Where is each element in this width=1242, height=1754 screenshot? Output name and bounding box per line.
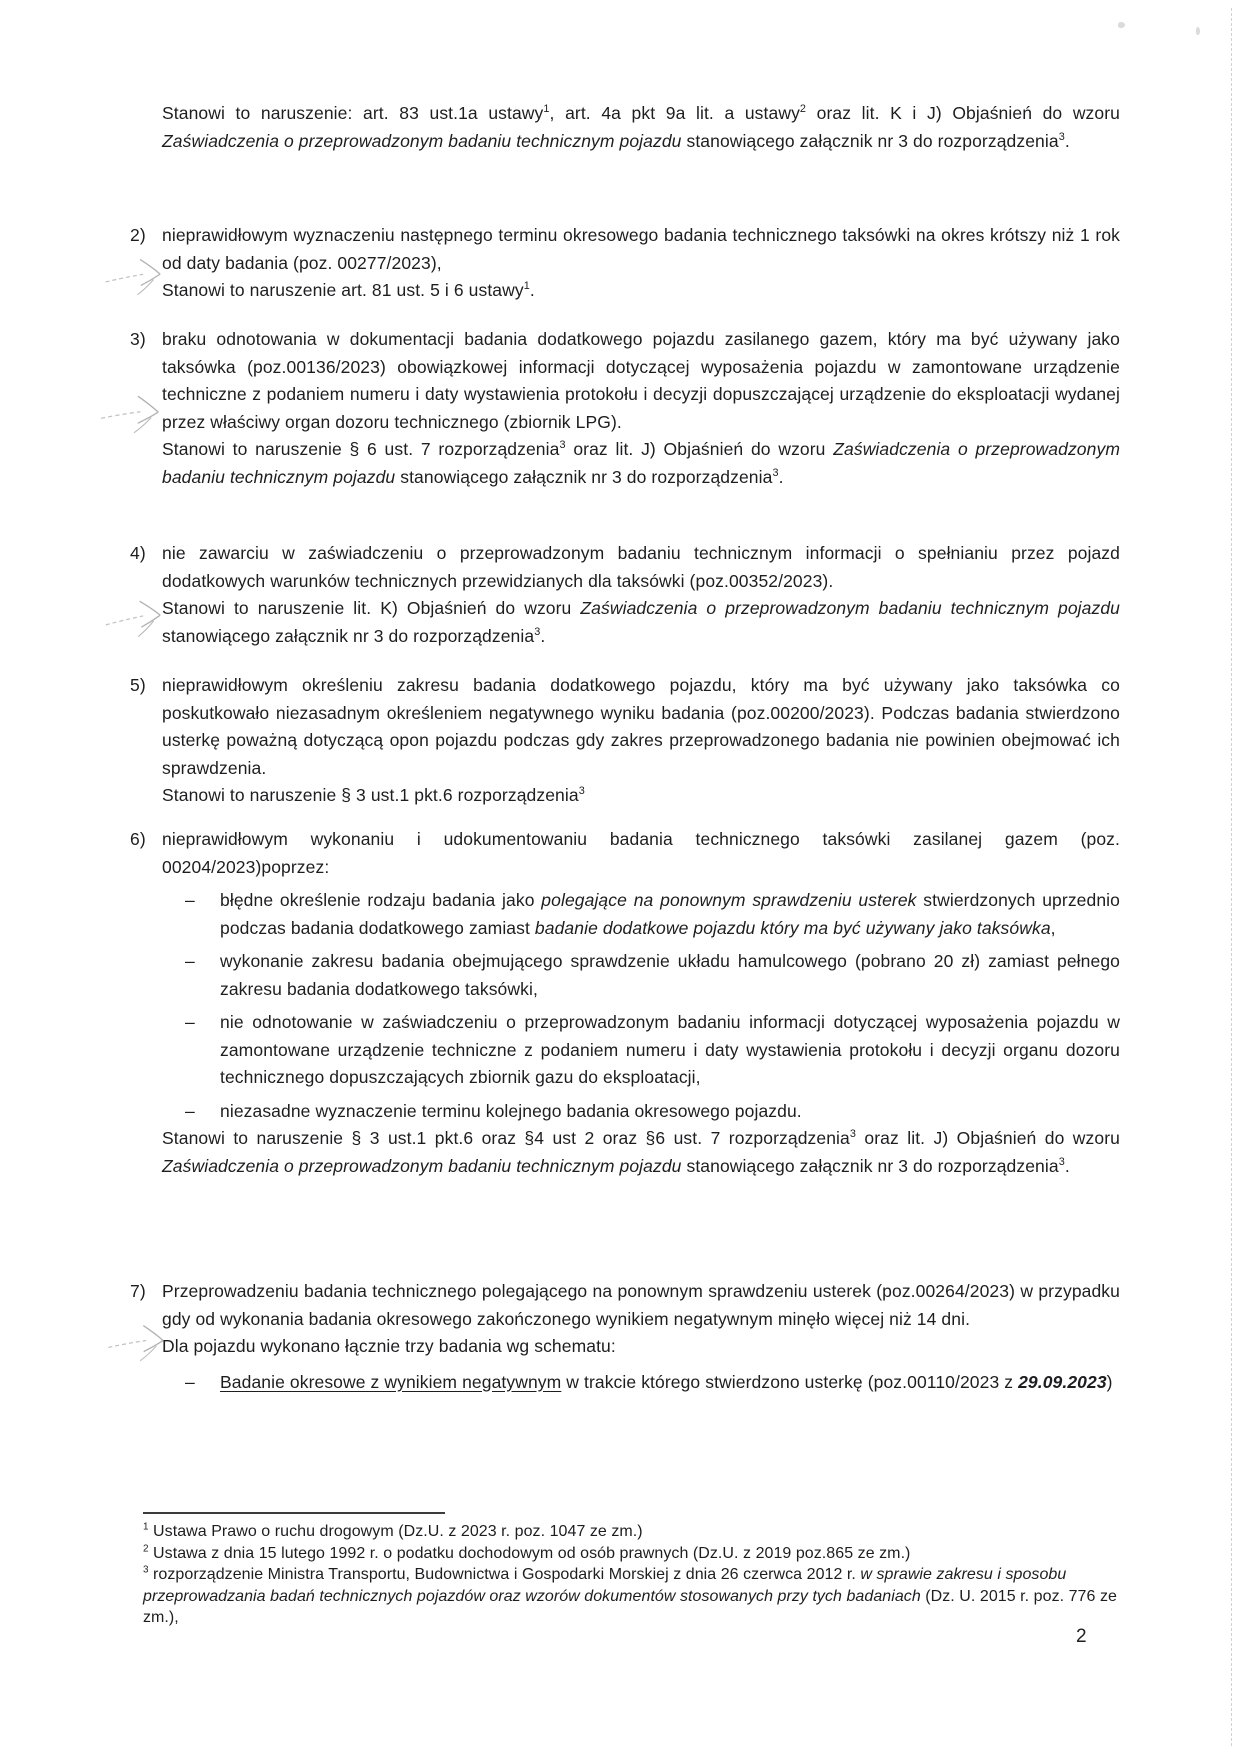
- paragraph: Stanowi to naruszenie § 3 ust.1 pkt.6 oraz §4 ust 2 oraz §6 ust. 7 rozporządzenia$^3$ oraz lit. J) Objaśnień do wzoru Zaświadczenia o przeprowadzonym badaniu technicznym pojazdu stanowiącego załącznik nr 3 do rozporządzenia$^3$.: [162, 1128, 1120, 1176]
- intro-paragraph: Stanowi to naruszenie: art. 83 ust.1a ustawy$^1$, art. 4a pkt 9a lit. a ustawy$^2$ oraz lit. K i J) Objaśnień do wzoru Zaświadczenia o przeprowadzonym badaniu technicznym pojazdu stanowiącego załącznik nr 3 do rozporządzenia$^3$.: [162, 103, 1121, 151]
- paragraph: braku odnotowania w dokumentacji badania dodatkowego pojazdu zasilanego gazem, który ma być używany jako taksówka (poz.00136/2023) obowiązkowej informacji dotyczącej wyposażenia pojazdu w zamontowane urządzenie techniczne z podaniem numeru i daty wystawienia protokołu i decyzji dopuszczającej urządzenie do eksploatacji wydanej przez właściwy organ dozoru technicznego (zbiornik LPG).: [162, 329, 1120, 432]
- scan-speck: [1118, 22, 1125, 28]
- scan-artifact-line: [1231, 8, 1232, 1746]
- footnote-1: $^1$ Ustawa Prawo o ruchu drogowym (Dz.U. z 2023 r. poz. 1047 ze zm.): [143, 1521, 643, 1540]
- paragraph: błędne określenie rodzaju badania jako polegające na ponownym sprawdzeniu usterek stwierdzonych uprzednio podczas badania dodatkowego zamiast badanie dodatkowe pojazdu który ma być używany jako taksówka,: [220, 890, 1120, 938]
- paragraph: wykonanie zakresu badania obejmującego sprawdzenie układu hamulcowego (pobrano 20 zł) zamiast pełnego zakresu badania dodatkowego taksówki,: [220, 951, 1120, 999]
- sub-list-item: [185, 1009, 1120, 1092]
- footnotes: [143, 1521, 1118, 1629]
- margin-arrow-annotation: [101, 248, 164, 298]
- footnote-3: $^3$ rozporządzenie Ministra Transportu, Budownictwa i Gospodarki Morskiej z dnia 26 czerwca 2012 r. w sprawie zakresu i sposobu przeprowadzania badań technicznych pojazdów oraz wzorów dokumentów stosowanych przy tych badaniach (Dz. U. 2015 r. poz. 776 ze zm.),: [143, 1564, 1117, 1626]
- list-item-number: 5): [130, 675, 146, 695]
- sub-list-item: [185, 1369, 1120, 1397]
- list-item-7: [130, 1278, 1120, 1396]
- list-item-number: 2): [130, 225, 146, 245]
- paragraph: nieprawidłowym określeniu zakresu badania dodatkowego pojazdu, który ma być używany jako taksówka co poskutkowało niezasadnym określeniem negatywnego wyniku badania (poz.00200/2023). Podczas badania stwierdzono usterkę poważną dotyczącą opon pojazdu podczas gdy zakres przeprowadzonego badania nie powinien obejmować ich sprawdzenia.: [162, 675, 1120, 778]
- paragraph: Przeprowadzeniu badania technicznego polegającego na ponownym sprawdzeniu usterek (poz.00264/2023) w przypadku gdy od wykonania badania okresowego zakończonego wynikiem negatywnym minęło więcej niż 14 dni.: [162, 1281, 1120, 1329]
- dash-bullet: –: [185, 1012, 195, 1032]
- dash-bullet: –: [185, 951, 195, 971]
- sub-list-item: [185, 887, 1120, 942]
- margin-arrow-annotation: [105, 1314, 167, 1363]
- paragraph: nieprawidłowym wykonaniu i udokumentowaniu badania technicznego taksówki zasilanej gazem (poz. 00204/2023)poprzez:: [162, 829, 1120, 877]
- page-number: 2: [1076, 1626, 1087, 1647]
- list-item-number: 4): [130, 543, 146, 563]
- paragraph: Dla pojazdu wykonano łącznie trzy badania wg schematu:: [162, 1336, 616, 1356]
- margin-arrow-annotation: [101, 589, 165, 641]
- list-item-2: [130, 222, 1120, 305]
- dash-bullet: –: [185, 1371, 195, 1392]
- dash-bullet: –: [185, 890, 195, 910]
- sub-list-item: [185, 948, 1120, 1003]
- paragraph: Stanowi to naruszenie § 6 ust. 7 rozporządzenia$^3$ oraz lit. J) Objaśnień do wzoru Zaświadczenia o przeprowadzonym badaniu technicznym pojazdu stanowiącego załącznik nr 3 do rozporządzenia$^3$.: [162, 439, 1120, 487]
- list-item-4: [130, 540, 1120, 650]
- paragraph: Stanowi to naruszenie lit. K) Objaśnień do wzoru Zaświadczenia o przeprowadzonym badaniu technicznym pojazdu stanowiącego załącznik nr 3 do rozporządzenia$^3$.: [162, 598, 1120, 646]
- list-item-3: [130, 326, 1120, 491]
- paragraph: Stanowi to naruszenie art. 81 ust. 5 i 6 ustawy$^1$.: [162, 280, 535, 300]
- footnote-divider: [143, 1512, 445, 1514]
- paragraph: nie odnotowanie w zaświadczeniu o przeprowadzonym badaniu informacji dotyczącej wyposażenia pojazdu w zamontowane urządzenie techniczne z podaniem numeru i daty wystawienia protokołu i decyzji organu dozoru technicznego dopuszczających zbiornik gazu do eksploatacji,: [220, 1012, 1120, 1087]
- list-item-5: [130, 672, 1120, 810]
- margin-arrow-annotation: [97, 385, 163, 435]
- scan-speck: [1196, 27, 1200, 35]
- list-item-number: 6): [130, 829, 146, 849]
- paragraph: nieprawidłowym wyznaczeniu następnego terminu okresowego badania technicznego taksówki na okres krótszy niż 1 rok od daty badania (poz. 00277/2023),: [162, 225, 1120, 273]
- list-item-number: 3): [130, 329, 146, 349]
- dash-bullet: –: [185, 1100, 195, 1121]
- list-item-6: [130, 826, 1120, 1180]
- sub-list-item: [185, 1098, 1120, 1126]
- paragraph: Badanie okresowe z wynikiem negatywnym w trakcie którego stwierdzono usterkę (poz.00110/2023 z 29.09.2023): [220, 1371, 1113, 1392]
- paragraph: Stanowi to naruszenie § 3 ust.1 pkt.6 rozporządzenia$^3$: [162, 785, 585, 805]
- paragraph: niezasadne wyznaczenie terminu kolejnego badania okresowego pojazdu.: [220, 1100, 802, 1121]
- paragraph: nie zawarciu w zaświadczeniu o przeprowadzonym badaniu technicznym informacji o spełnianiu przez pojazd dodatkowych warunków technicznych przewidzianych dla taksówki (poz.00352/2023).: [162, 543, 1120, 591]
- footnote-2: $^2$ Ustawa z dnia 15 lutego 1992 r. o podatku dochodowym od osób prawnych (Dz.U. z 2019 poz.865 ze zm.): [143, 1543, 911, 1562]
- list-item-number: 7): [130, 1281, 146, 1301]
